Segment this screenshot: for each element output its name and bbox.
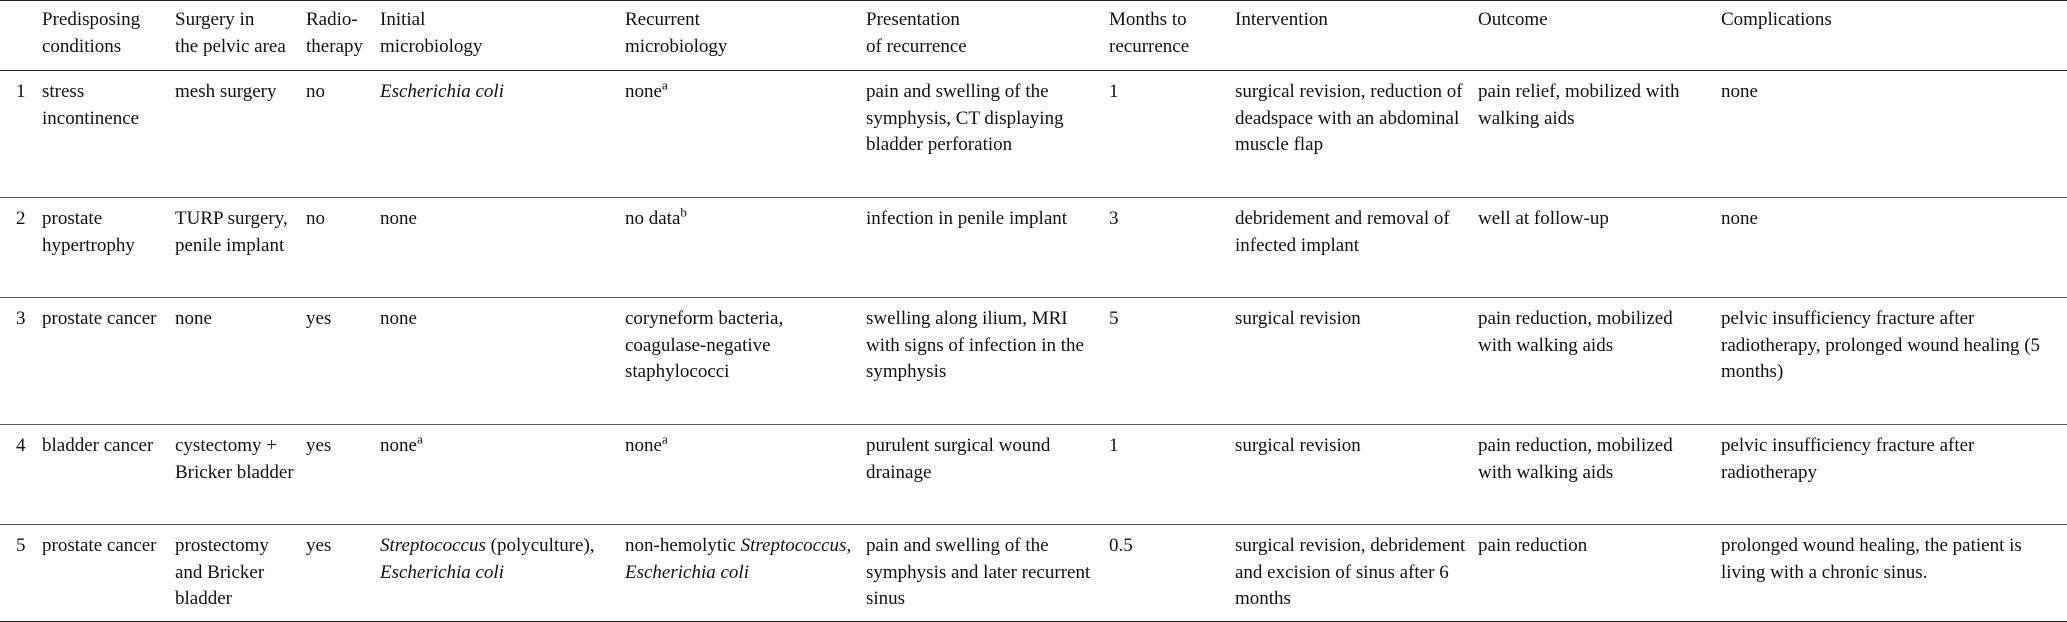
cell-predisposing: prostate cancer: [42, 308, 157, 329]
table-row: [0, 525, 2067, 622]
cell-presentation: swelling along ilium, MRI with signs of infection in the symphysis: [866, 308, 1084, 382]
cell-recurrent-micro: [625, 525, 866, 622]
cell-initial-micro: none: [380, 208, 417, 229]
cell-intervention: surgical revision: [1235, 435, 1361, 456]
recurrent-text: non-hemolytic: [625, 535, 741, 556]
cell-id: 5: [16, 535, 26, 556]
header-initial-micro: Initial microbiology: [380, 1, 625, 71]
cell-radiotherapy: yes: [306, 308, 332, 329]
cell-outcome: pain relief, mobilized with walking aids: [1478, 81, 1680, 129]
cell-surgery: none: [175, 308, 212, 329]
cell-complications: prolonged wound healing, the patient is living with a chronic sinus.: [1721, 535, 2022, 583]
cell-outcome: well at follow-up: [1478, 208, 1609, 229]
cell-outcome: pain reduction, mobilized with walking aids: [1478, 308, 1673, 356]
cell-intervention: debridement and removal of infected implant: [1235, 208, 1450, 256]
cell-intervention: surgical revision, debridement and excision of sinus after 6 months: [1235, 535, 1466, 609]
cell-months: 5: [1109, 308, 1119, 329]
header-months: Months to recurrence: [1109, 1, 1235, 71]
header-presentation: Presentation of recurrence: [866, 1, 1109, 71]
cell-predisposing: prostate hypertrophy: [42, 208, 135, 256]
cell-id: 4: [16, 435, 26, 456]
cell-months: 1: [1109, 81, 1119, 102]
header-radiotherapy: Radio- therapy: [306, 1, 380, 71]
footnote-mark: a: [416, 431, 423, 447]
cell-recurrent-micro: [625, 425, 866, 525]
header-intervention: Intervention: [1235, 1, 1478, 71]
cell-presentation: pain and swelling of the symphysis, CT displaying bladder perforation: [866, 81, 1064, 155]
footnote-mark: a: [661, 77, 668, 93]
recurrent-text: ,: [846, 535, 852, 556]
initial-text: none: [380, 435, 417, 456]
cell-complications: none: [1721, 81, 1758, 102]
recurrent-text: none: [625, 435, 662, 456]
cell-predisposing: stress incontinence: [42, 81, 140, 129]
cell-predisposing: bladder cancer: [42, 435, 154, 456]
header-id: [0, 1, 42, 71]
cell-radiotherapy: no: [306, 208, 325, 229]
header-outcome: Outcome: [1478, 1, 1721, 71]
header-recurrent-micro: Recurrent microbiology: [625, 1, 866, 71]
organism-name: Escherichia coli: [625, 561, 749, 583]
recurrent-text: no data: [625, 208, 681, 229]
header-row: [0, 1, 2067, 71]
cell-intervention: surgical revision: [1235, 308, 1361, 329]
cell-months: 0.5: [1109, 535, 1133, 556]
header-surgery: Surgery in the pelvic area: [175, 1, 306, 71]
cell-predisposing: prostate cancer: [42, 535, 157, 556]
footnote-mark: b: [680, 204, 687, 220]
cell-complications: none: [1721, 208, 1758, 229]
cell-id: 3: [16, 308, 26, 329]
cell-recurrent-micro: coryneform bacteria, coagulase-negative staphylococci: [625, 308, 784, 382]
cell-presentation: infection in penile implant: [866, 208, 1068, 229]
initial-text: (polyculture),: [485, 535, 595, 556]
cell-radiotherapy: no: [306, 81, 325, 102]
cell-id: 1: [16, 81, 26, 102]
cell-initial-micro: [380, 71, 625, 198]
header-complications: Complications: [1721, 1, 2067, 71]
cell-initial-micro: [380, 425, 625, 525]
cell-presentation: pain and swelling of the symphysis and later recurrent sinus: [866, 535, 1091, 609]
cell-outcome: pain reduction: [1478, 535, 1588, 556]
organism-name: Escherichia coli: [380, 81, 504, 102]
footnote-mark: a: [661, 431, 668, 447]
organism-name: Streptococcus: [380, 535, 486, 556]
cell-presentation: purulent surgical wound drainage: [866, 435, 1051, 483]
cell-surgery: TURP surgery, penile implant: [175, 208, 288, 256]
header-predisposing: Predisposing conditions: [42, 1, 175, 71]
organism-name: Escherichia coli: [380, 561, 504, 583]
cell-recurrent-micro: [625, 198, 866, 298]
cell-intervention: surgical revision, reduction of deadspace with an abdominal muscle flap: [1235, 81, 1463, 155]
cell-surgery: mesh surgery: [175, 81, 277, 102]
cell-radiotherapy: yes: [306, 535, 332, 556]
table-row: [0, 298, 2067, 425]
table-row: [0, 425, 2067, 525]
cell-complications: pelvic insufficiency fracture after radiotherapy: [1721, 435, 1975, 483]
cell-initial-micro: none: [380, 308, 417, 329]
cell-initial-micro: [380, 525, 625, 622]
cell-surgery: prostectomy and Bricker bladder: [175, 535, 269, 609]
cell-id: 2: [16, 208, 26, 229]
cell-complications: pelvic insufficiency fracture after radiotherapy, prolonged wound healing (5 months): [1721, 308, 2041, 382]
cell-outcome: pain reduction, mobilized with walking aids: [1478, 435, 1673, 483]
cell-recurrent-micro: [625, 71, 866, 198]
table-row: [0, 71, 2067, 198]
cell-months: 1: [1109, 435, 1119, 456]
cell-radiotherapy: yes: [306, 435, 332, 456]
organism-name: Streptococcus: [740, 535, 847, 556]
table-row: [0, 198, 2067, 298]
cell-surgery: cystectomy + Bricker bladder: [175, 435, 294, 483]
recurrent-text: none: [625, 81, 662, 102]
cell-months: 3: [1109, 208, 1119, 229]
